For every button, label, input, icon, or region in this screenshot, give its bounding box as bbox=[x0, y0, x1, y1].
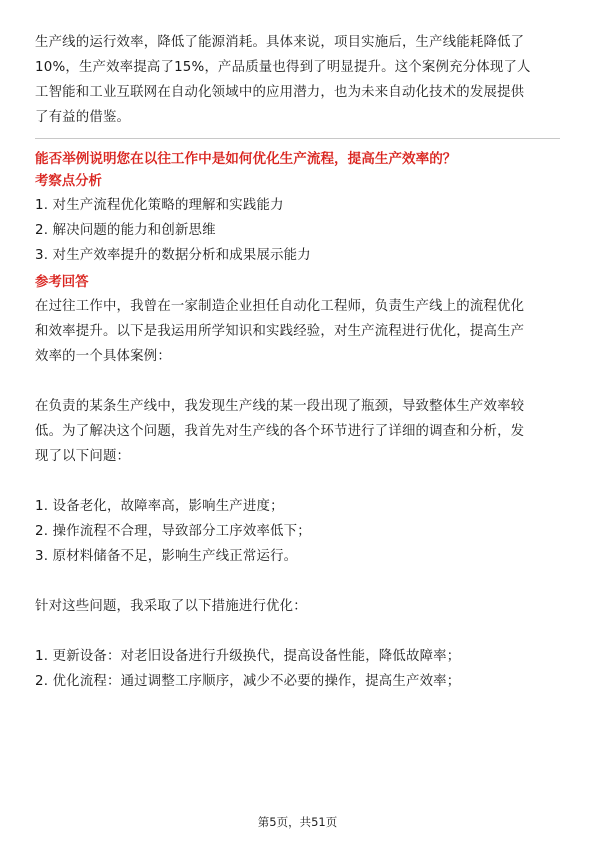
text-line: 低。为了解决这个问题，我首先对生产线的各个环节进行了详细的调查和分析，发 bbox=[35, 424, 525, 439]
measures-intro: 针对这些问题，我采取了以下措施进行优化： bbox=[35, 599, 307, 614]
text-line: 10%，生产效率提高了15%，产品质量也得到了明显提升。这个案例充分体现了人 bbox=[35, 60, 531, 75]
text-line: 和效率提升。以下是我运用所学知识和实践经验，对生产流程进行优化，提高生产 bbox=[35, 324, 525, 339]
page-number: 第5页，共51页 bbox=[257, 815, 338, 829]
list-item: 1. 设备老化，故障率高，影响生产进度； bbox=[35, 499, 284, 514]
list-item: 2. 解决问题的能力和创新思维 bbox=[35, 223, 216, 238]
text-line: 效率的一个具体案例： bbox=[35, 349, 171, 364]
analysis-heading: 考察点分析 bbox=[35, 174, 102, 189]
text-line: 了有益的借鉴。 bbox=[35, 110, 131, 125]
measure-list bbox=[35, 644, 560, 694]
blank-line bbox=[35, 619, 560, 644]
list-item: 1. 更新设备：对老旧设备进行升级换代，提高设备性能，降低故障率； bbox=[35, 649, 461, 664]
problem-list bbox=[35, 494, 560, 569]
answer-paragraph-1 bbox=[35, 294, 560, 369]
answer-paragraph-2 bbox=[35, 394, 560, 469]
blank-line bbox=[35, 569, 560, 594]
blank-line bbox=[35, 369, 560, 394]
list-item: 1. 对生产流程优化策略的理解和实践能力 bbox=[35, 198, 284, 213]
analysis-list bbox=[35, 193, 560, 268]
text-line: 在负责的某条生产线中，我发现生产线的某一段出现了瓶颈，导致整体生产效率较 bbox=[35, 399, 525, 414]
list-item: 2. 优化流程：通过调整工序顺序，减少不必要的操作，提高生产效率； bbox=[35, 674, 461, 689]
list-item: 3. 对生产效率提升的数据分析和成果展示能力 bbox=[35, 248, 311, 263]
answer-heading: 参考回答 bbox=[35, 275, 89, 290]
section-divider bbox=[35, 138, 560, 139]
text-line: 在过往工作中，我曾在一家制造企业担任自动化工程师，负责生产线上的流程优化 bbox=[35, 299, 525, 314]
question-heading: 能否举例说明您在以往工作中是如何优化生产流程，提高生产效率的？ bbox=[35, 151, 457, 167]
intro-paragraph bbox=[35, 30, 560, 130]
list-item: 3. 原材料储备不足，影响生产线正常运行。 bbox=[35, 549, 298, 564]
list-item: 2. 操作流程不合理，导致部分工序效率低下； bbox=[35, 524, 311, 539]
document-page bbox=[35, 30, 560, 694]
text-line: 现了以下问题： bbox=[35, 449, 131, 464]
blank-line bbox=[35, 469, 560, 494]
text-line: 工智能和工业互联网在自动化领域中的应用潜力，也为未来自动化技术的发展提供 bbox=[35, 85, 525, 100]
text-line: 生产线的运行效率，降低了能源消耗。具体来说，项目实施后，生产线能耗降低了 bbox=[35, 35, 525, 50]
